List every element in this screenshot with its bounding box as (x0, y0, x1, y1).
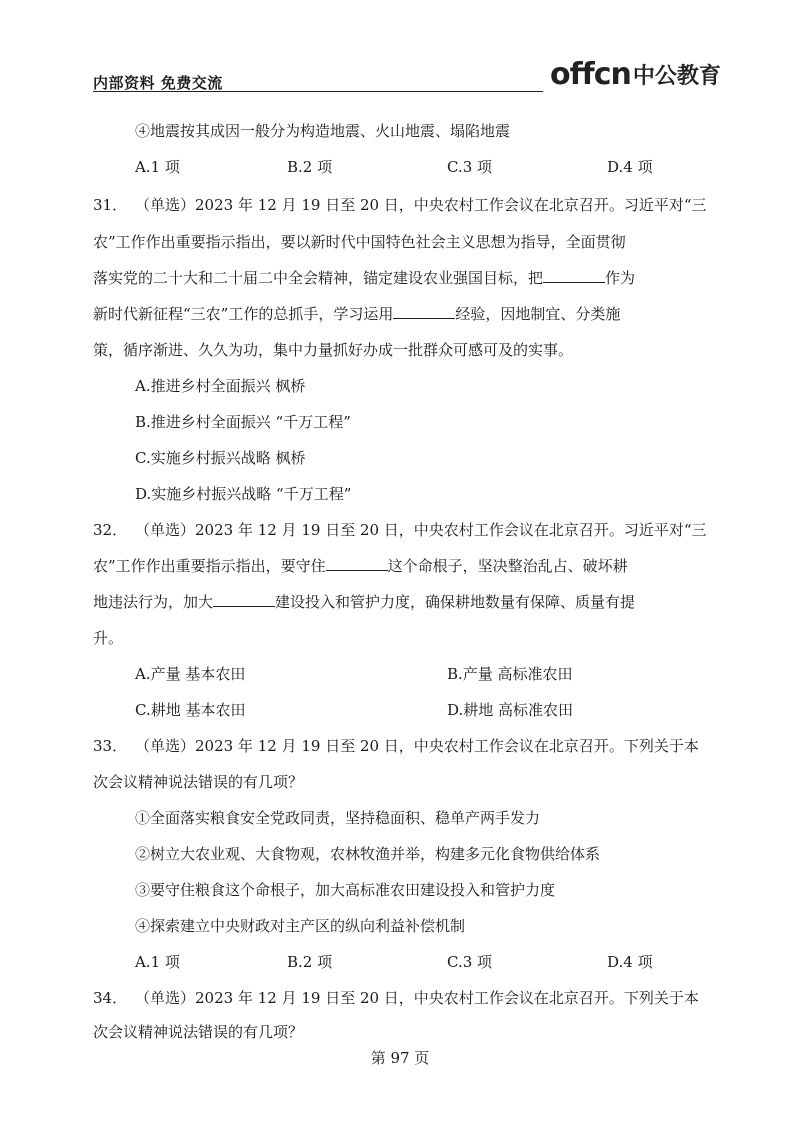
q31-option-c: C.实施乡村振兴战略 枫桥 (135, 449, 306, 467)
prev-option-a: A.1 项 (135, 158, 180, 176)
logo-latin-text: offcn (550, 57, 631, 92)
q32-stem-line-2 (93, 556, 628, 576)
q31-option-d: D.实施乡村振兴战略 “千万工程” (135, 485, 352, 503)
q33-stem-line-1: （单选）2023 年 12 月 19 日至 20 日，中央农村工作会议在北京召开。下列关于本 (135, 737, 699, 755)
q32-stem-line-2a: 农”工作作出重要指示指出，要守住 (93, 557, 326, 575)
q32-option-a: A.产量 基本农田 (135, 665, 246, 683)
q32-blank-2 (213, 592, 275, 607)
q33-item-2: ②树立大农业观、大食物观，农林牧渔并举，构建多元化食物供给体系 (135, 845, 601, 863)
q31-stem-line-2: 农”工作作出重要指示指出，要以新时代中国特色社会主义思想为指导，全面贯彻 (93, 233, 626, 251)
q33-number: 33． (93, 737, 128, 755)
q34-stem-line-1: （单选）2023 年 12 月 19 日至 20 日，中央农村工作会议在北京召开。下列关于本 (135, 989, 699, 1007)
q33-item-4: ④探索建立中央财政对主产区的纵向利益补偿机制 (135, 917, 466, 935)
q33-option-b: B.2 项 (287, 953, 333, 971)
q31-stem-line-3 (93, 268, 635, 288)
header-rule (93, 91, 543, 92)
q31-blank-1 (543, 268, 605, 283)
q31-stem-line-4a: 新时代新征程“三农”工作的总抓手，学习运用 (93, 305, 394, 323)
q31-number: 31． (93, 196, 128, 214)
q31-option-b: B.推进乡村全面振兴 “千万工程” (135, 413, 351, 431)
q31-stem-line-3b: 作为 (605, 269, 636, 287)
header-label: 内部资料 免费交流 (93, 74, 223, 92)
q33-item-3: ③要守住粮食这个命根子，加大高标准农田建设投入和管护力度 (135, 881, 556, 899)
q33-option-a: A.1 项 (135, 953, 180, 971)
q33-option-c: C.3 项 (447, 953, 493, 971)
q31-blank-2 (393, 304, 455, 319)
q34-stem-line-2: 次会议精神说法错误的有几项？ (93, 1023, 304, 1041)
q32-blank-1 (326, 556, 388, 571)
q31-stem-line-1: （单选）2023 年 12 月 19 日至 20 日，中央农村工作会议在北京召开。习近平对“三 (135, 196, 707, 214)
q33-option-d: D.4 项 (607, 953, 653, 971)
q32-stem-line-4: 升。 (93, 629, 124, 647)
page-number: 第 97 页 (370, 1049, 430, 1067)
q31-stem-line-4b: 经验，因地制宜、分类施 (455, 305, 621, 323)
prev-option-b: B.2 项 (287, 158, 333, 176)
offcn-logo (550, 57, 721, 92)
logo-chinese-text: 中公教育 (632, 64, 721, 89)
q32-option-c: C.耕地 基本农田 (135, 701, 246, 719)
q33-item-1: ①全面落实粮食安全党政同责，坚持稳面积、稳单产两手发力 (135, 809, 541, 827)
q32-stem-line-3a: 地违法行为，加大 (93, 593, 214, 611)
q32-option-d: D.耕地 高标准农田 (447, 701, 574, 719)
prev-option-d: D.4 项 (607, 158, 653, 176)
q32-stem-line-1: （单选）2023 年 12 月 19 日至 20 日，中央农村工作会议在北京召开。习近平对“三 (135, 521, 707, 539)
q33-stem-line-2: 次会议精神说法错误的有几项？ (93, 773, 304, 791)
q32-option-b: B.产量 高标准农田 (447, 665, 573, 683)
q31-stem-line-4 (93, 304, 620, 324)
q32-stem-line-2b: 这个命根子，坚决整治乱占、破坏耕 (387, 557, 628, 575)
q31-stem-line-3a: 落实党的二十大和二十届二中全会精神，锚定建设农业强国目标，把 (93, 269, 544, 287)
q31-option-a: A.推进乡村全面振兴 枫桥 (135, 377, 306, 395)
q32-number: 32． (93, 521, 128, 539)
q32-stem-line-3b: 建设投入和管护力度，确保耕地数量有保障、质量有提 (275, 593, 636, 611)
q34-number: 34． (93, 989, 128, 1007)
q31-stem-line-5: 策，循序渐进、久久为功，集中力量抓好办成一批群众可感可及的实事。 (93, 341, 574, 359)
prev-question-item-4: ④地震按其成因一般分为构造地震、火山地震、塌陷地震 (135, 122, 511, 140)
q32-stem-line-3 (93, 592, 635, 612)
prev-option-c: C.3 项 (447, 158, 493, 176)
